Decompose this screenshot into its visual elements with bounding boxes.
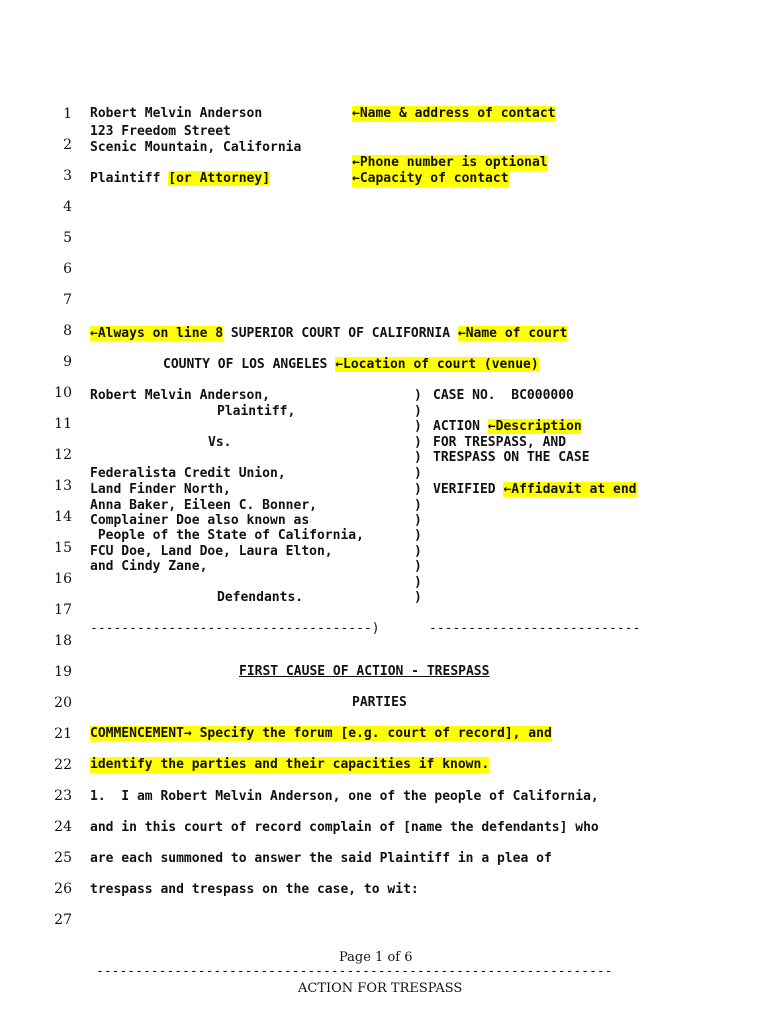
- commencement-line: [90, 726, 552, 742]
- defendant-line: and Cindy Zane,: [90, 559, 208, 574]
- cause-heading: FIRST CAUSE OF ACTION - TRESPASS: [239, 664, 490, 679]
- caption-divider-right: ---------------------------: [429, 621, 641, 636]
- defendant-line: FCU Doe, Land Doe, Laura Elton,: [90, 544, 333, 559]
- caption-paren: ): [414, 575, 422, 590]
- case-number: CASE NO. BC000000: [433, 388, 574, 403]
- commencement-text-2: identify the parties and their capacities if known.: [90, 757, 490, 772]
- contact-street: 123 Freedom Street: [90, 124, 231, 139]
- caption-paren: ): [414, 466, 422, 481]
- vs-label: Vs.: [208, 435, 232, 450]
- line-number: 5: [63, 230, 72, 246]
- caption-paren: ): [414, 498, 422, 513]
- annotation-description: ←Description: [487, 419, 582, 434]
- line-number: 24: [54, 819, 72, 835]
- line-number: 27: [54, 912, 72, 928]
- commencement-label: COMMENCEMENT→: [90, 726, 192, 741]
- line-number: 25: [54, 850, 72, 866]
- court-name: SUPERIOR COURT OF CALIFORNIA: [223, 326, 458, 341]
- footer-rule: ------------------------------------------------------------------: [96, 964, 613, 979]
- action-line: [433, 419, 582, 435]
- line-number: 17: [54, 602, 72, 618]
- defendant-line: Federalista Credit Union,: [90, 466, 286, 481]
- line-number: 16: [54, 571, 72, 587]
- line-number: 20: [54, 695, 72, 711]
- line-number: 10: [54, 385, 72, 401]
- line-number: 2: [63, 137, 72, 153]
- county-line: [163, 357, 539, 373]
- caption-divider-left: ------------------------------------): [90, 621, 380, 636]
- annotation-phone: ←Phone number is optional: [352, 155, 548, 170]
- verified-label: VERIFIED: [433, 482, 504, 497]
- annotation-capacity: ←Capacity of contact: [352, 171, 509, 186]
- line-number: 15: [54, 540, 72, 556]
- line-number: 11: [54, 416, 72, 432]
- caption-paren: ): [414, 513, 422, 528]
- caption-paren: ): [414, 419, 422, 434]
- line-number: 23: [54, 788, 72, 804]
- parties-heading: PARTIES: [352, 695, 407, 710]
- line-number: 1: [63, 106, 72, 122]
- line-number: 26: [54, 881, 72, 897]
- line-number: 14: [54, 509, 72, 525]
- action-label: ACTION: [433, 419, 488, 434]
- caption-paren: ): [414, 435, 422, 450]
- contact-city: Scenic Mountain, California: [90, 140, 302, 155]
- paragraph-line: trespass and trespass on the case, to wit:: [90, 882, 419, 897]
- caption-paren: ): [414, 482, 422, 497]
- line-number: 3: [63, 168, 72, 184]
- annotation-name-address: ←Name & address of contact: [352, 106, 556, 121]
- line-number: 9: [63, 354, 72, 370]
- defendant-line: People of the State of California,: [90, 528, 364, 543]
- defendants-label: Defendants.: [217, 590, 304, 605]
- annotation-affidavit: ←Affidavit at end: [503, 482, 637, 497]
- contact-capacity: [90, 171, 270, 187]
- footer-title: ACTION FOR TRESPASS: [298, 981, 463, 996]
- trespass-on-case: TRESPASS ON THE CASE: [433, 450, 590, 465]
- annotation-location: ←Location of court (venue): [335, 357, 539, 372]
- line-number: 8: [63, 323, 72, 339]
- defendant-line: Anna Baker, Eileen C. Bonner,: [90, 498, 317, 513]
- paragraph-line: 1. I am Robert Melvin Anderson, one of the people of California,: [90, 789, 599, 804]
- page-number: Page 1 of 6: [339, 950, 413, 965]
- line-number: 13: [54, 478, 72, 494]
- annotation-name-of-court: ←Name of court: [457, 326, 568, 341]
- line-number: 18: [54, 633, 72, 649]
- contact-name: Robert Melvin Anderson: [90, 106, 263, 121]
- paragraph-line: are each summoned to answer the said Plaintiff in a plea of: [90, 851, 552, 866]
- plaintiff-label: Plaintiff,: [217, 404, 296, 419]
- court-line: [90, 326, 567, 342]
- caption-paren: ): [414, 544, 422, 559]
- court-county: COUNTY OF LOS ANGELES: [163, 357, 336, 372]
- caption-paren: ): [414, 450, 422, 465]
- line-number: 6: [63, 261, 72, 277]
- line-number: 21: [54, 726, 72, 742]
- defendant-line: Complainer Doe also known as: [90, 513, 310, 528]
- plaintiff-name: Robert Melvin Anderson,: [90, 388, 271, 403]
- line-number: 7: [63, 292, 72, 308]
- line-number: 12: [54, 447, 72, 463]
- paragraph-line: and in this court of record complain of [name the defendants] who: [90, 820, 599, 835]
- verified-line: [433, 482, 637, 498]
- commencement-text: Specify the forum [e.g. court of record], and: [191, 726, 552, 741]
- line-number: 19: [54, 664, 72, 680]
- annotation-always-line8: ←Always on line 8: [90, 326, 224, 341]
- for-trespass: FOR TRESPASS, AND: [433, 435, 567, 450]
- caption-paren: ): [414, 559, 422, 574]
- defendant-line: Land Finder North,: [90, 482, 231, 497]
- line-number: 22: [54, 757, 72, 773]
- caption-paren: ): [414, 404, 422, 419]
- capacity-note: [or Attorney]: [168, 171, 271, 186]
- caption-paren: ): [414, 528, 422, 543]
- caption-paren: ): [414, 590, 422, 605]
- capacity-prefix: Plaintiff: [90, 171, 169, 186]
- caption-paren: ): [414, 388, 422, 403]
- line-number: 4: [63, 199, 72, 215]
